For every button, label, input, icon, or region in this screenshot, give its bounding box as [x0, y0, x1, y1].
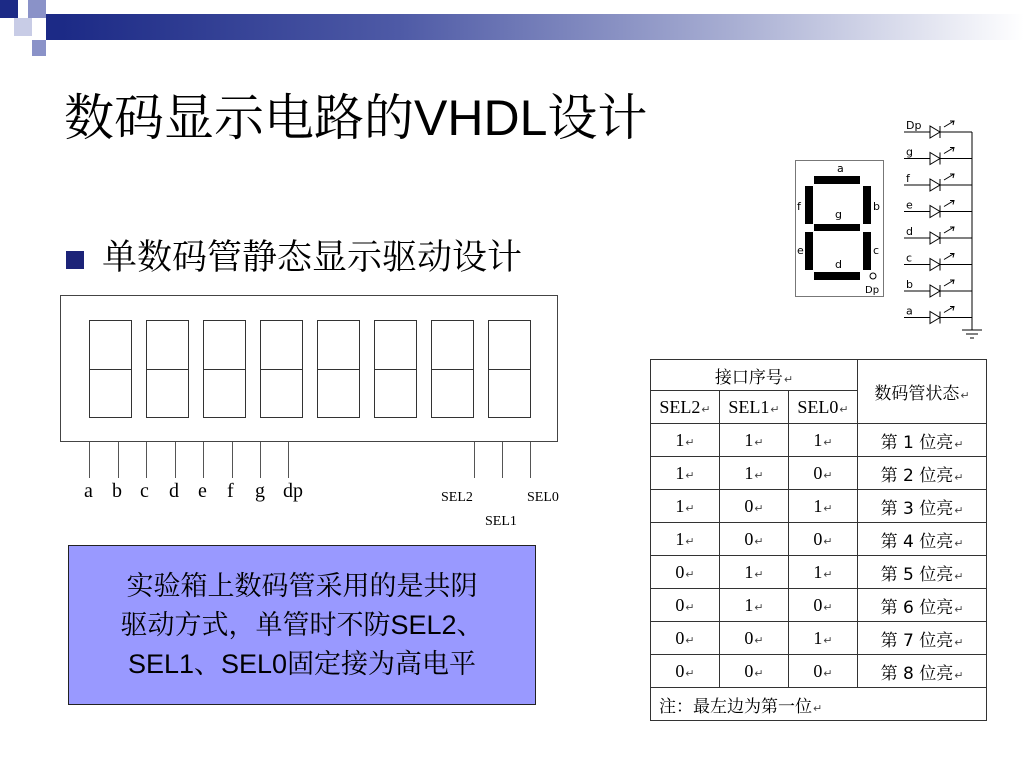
table-cell-sel2 — [651, 490, 720, 523]
note-text: SEL1 — [127, 649, 194, 679]
table-cell-sel1 — [720, 457, 789, 490]
segment-c — [863, 232, 871, 270]
segment-d — [814, 272, 860, 280]
cell-value: 0 — [744, 495, 754, 516]
digit-cell-2 — [146, 320, 189, 418]
digit-divider — [489, 369, 530, 370]
diode-icon — [930, 259, 940, 271]
table-cell-sel2 — [651, 424, 720, 457]
pin-label-dp: dp — [283, 480, 303, 502]
display-panel — [60, 295, 558, 442]
cell-value: 第 3 位亮 — [880, 498, 954, 519]
led-row — [904, 305, 972, 324]
table-cell-sel0 — [789, 523, 858, 556]
diode-icon — [930, 179, 940, 191]
diode-icon — [930, 312, 940, 324]
return-mark: ↵ — [823, 502, 833, 515]
footnote-cell — [651, 688, 987, 721]
table-cell-state — [858, 490, 987, 523]
col-header — [651, 391, 720, 424]
table-cell-sel2 — [651, 523, 720, 556]
digit-divider — [147, 369, 188, 370]
title-cjk: 数码显示电路的 — [64, 89, 414, 147]
return-mark: ↵ — [754, 469, 764, 482]
return-mark: ↵ — [823, 568, 833, 581]
cell-value: 1 — [813, 627, 823, 648]
cell-value: 1 — [744, 561, 754, 582]
return-mark: ↵ — [754, 667, 764, 680]
cell-value: 1 — [813, 561, 823, 582]
note-text: SEL0 — [221, 649, 288, 679]
table-header-row — [651, 360, 987, 391]
cell-value: 1 — [744, 462, 754, 483]
col-sel2: SEL2 — [659, 396, 701, 417]
digit-cell-3 — [203, 320, 246, 418]
subtitle: 单数码管静态显示驱动设计 — [102, 238, 523, 278]
title-latin: VHDL — [414, 90, 548, 146]
note-text: 驱动方式，单管时不防 — [120, 610, 391, 641]
pin-line — [530, 442, 531, 478]
return-mark: ↵ — [823, 469, 833, 482]
cell-value: 第 7 位亮 — [880, 630, 954, 651]
cell-value: 1 — [744, 429, 754, 450]
seg-label-g: g — [835, 208, 842, 221]
return-mark: ↵ — [754, 436, 764, 449]
diode-icon — [930, 206, 940, 218]
table-row — [651, 556, 987, 589]
cell-value: 0 — [675, 660, 685, 681]
return-mark: ↵ — [954, 437, 964, 451]
segment-a — [814, 176, 860, 184]
cell-value: 0 — [813, 528, 823, 549]
deco-square — [32, 40, 46, 56]
return-mark: ↵ — [954, 536, 964, 550]
table-cell-sel0 — [789, 556, 858, 589]
table-cell-sel0 — [789, 622, 858, 655]
table-cell-sel1 — [720, 556, 789, 589]
return-mark: ↵ — [813, 701, 823, 715]
return-mark: ↵ — [685, 469, 695, 482]
table-cell-sel1 — [720, 523, 789, 556]
return-mark: ↵ — [685, 502, 695, 515]
cell-value: 第 6 位亮 — [880, 597, 954, 618]
pin-line — [288, 442, 289, 478]
col-header — [789, 391, 858, 424]
return-mark: ↵ — [954, 668, 964, 682]
deco-square — [46, 14, 64, 40]
table-cell-sel1 — [720, 655, 789, 688]
table-cell-sel0 — [789, 655, 858, 688]
light-arrow-icon — [944, 121, 954, 127]
return-mark: ↵ — [954, 569, 964, 583]
table-cell-state — [858, 655, 987, 688]
return-mark: ↵ — [770, 403, 780, 416]
gradient-title-bar — [62, 14, 1024, 40]
light-arrow-icon — [944, 148, 954, 154]
cell-value: 0 — [813, 462, 823, 483]
segment-f — [805, 186, 813, 224]
return-mark: ↵ — [783, 372, 794, 386]
seg-label-c: c — [873, 244, 880, 257]
table-body — [651, 424, 987, 688]
light-arrow-icon — [944, 227, 954, 233]
table-cell-state — [858, 622, 987, 655]
return-mark: ↵ — [685, 568, 695, 581]
digit-cell-8 — [488, 320, 531, 418]
light-arrow-icon — [944, 174, 954, 180]
deco-square — [28, 0, 46, 18]
bullet-square-icon — [66, 251, 84, 269]
table-cell-sel0 — [789, 589, 858, 622]
led-label: b — [906, 278, 913, 291]
sel1-label: SEL1 — [485, 514, 517, 529]
seg-label-d: d — [835, 258, 842, 271]
led-wiring-diagram — [900, 110, 990, 346]
col-sel1: SEL1 — [728, 396, 770, 417]
col-sel0: SEL0 — [797, 396, 839, 417]
cell-value: 0 — [813, 660, 823, 681]
cell-value: 0 — [813, 594, 823, 615]
table-cell-state — [858, 424, 987, 457]
table-cell-sel2 — [651, 589, 720, 622]
table-cell-sel1 — [720, 424, 789, 457]
table-footer-row — [651, 688, 987, 721]
cell-value: 第 1 位亮 — [880, 432, 954, 453]
cell-value: 0 — [744, 528, 754, 549]
table-cell-state — [858, 556, 987, 589]
pin-line — [89, 442, 90, 478]
table-cell-sel0 — [789, 490, 858, 523]
return-mark: ↵ — [823, 436, 833, 449]
pin-label-c: c — [140, 480, 149, 502]
segment-e — [805, 232, 813, 270]
seg-label-e: e — [797, 244, 804, 257]
light-arrow-icon — [944, 307, 954, 313]
led-row — [904, 278, 972, 297]
diode-icon — [930, 153, 940, 165]
led-label: f — [906, 172, 910, 185]
return-mark: ↵ — [839, 403, 849, 416]
digit-divider — [204, 369, 245, 370]
return-mark: ↵ — [685, 634, 695, 647]
table-cell-sel2 — [651, 457, 720, 490]
table-cell-state — [858, 523, 987, 556]
header-group-cell — [651, 360, 858, 391]
table-cell-sel2 — [651, 622, 720, 655]
digit-cell-1 — [89, 320, 132, 418]
pin-line — [146, 442, 147, 478]
sel2-label: SEL2 — [441, 490, 473, 505]
table-row — [651, 589, 987, 622]
cell-value: 0 — [744, 660, 754, 681]
return-mark: ↵ — [685, 667, 695, 680]
digit-cell-4 — [260, 320, 303, 418]
led-row — [904, 146, 972, 165]
table-cell-sel1 — [720, 490, 789, 523]
cell-value: 1 — [744, 594, 754, 615]
note-line-1: 实验箱上数码管采用的是共阴 — [126, 571, 478, 602]
led-label: Dp — [906, 119, 922, 132]
digit-divider — [432, 369, 473, 370]
return-mark: ↵ — [823, 601, 833, 614]
cell-value: 0 — [675, 627, 685, 648]
note-text: 、 — [194, 649, 221, 680]
return-mark: ↵ — [685, 601, 695, 614]
table-row — [651, 424, 987, 457]
table-cell-sel1 — [720, 589, 789, 622]
diode-icon — [930, 126, 940, 138]
table-cell-sel1 — [720, 622, 789, 655]
segment-g — [814, 224, 860, 231]
title-suffix: 设计 — [547, 89, 648, 147]
return-mark: ↵ — [960, 389, 970, 402]
diode-icon — [930, 285, 940, 297]
led-label: e — [906, 198, 913, 212]
table-row — [651, 523, 987, 556]
cell-value: 0 — [675, 594, 685, 615]
deco-square — [0, 0, 18, 18]
return-mark: ↵ — [754, 601, 764, 614]
seg-label-b: b — [873, 200, 880, 213]
table-cell-sel2 — [651, 655, 720, 688]
table-row — [651, 622, 987, 655]
table-row — [651, 490, 987, 523]
return-mark: ↵ — [754, 535, 764, 548]
cell-value: 1 — [813, 495, 823, 516]
table-row — [651, 457, 987, 490]
header-state-cell — [858, 360, 987, 424]
cell-value: 第 8 位亮 — [880, 663, 954, 684]
return-mark: ↵ — [754, 502, 764, 515]
digit-divider — [261, 369, 302, 370]
return-mark: ↵ — [954, 635, 964, 649]
pin-label-a: a — [84, 480, 93, 502]
pin-label-d: d — [169, 480, 179, 502]
pin-line — [203, 442, 204, 478]
return-mark: ↵ — [685, 535, 695, 548]
cell-value: 1 — [675, 528, 685, 549]
table-cell-sel0 — [789, 424, 858, 457]
digit-cell-7 — [431, 320, 474, 418]
led-label: g — [906, 145, 913, 159]
pin-line — [118, 442, 119, 478]
table-cell-state — [858, 457, 987, 490]
led-row — [904, 252, 972, 271]
cell-value: 第 4 位亮 — [880, 531, 954, 552]
note-line-2 — [69, 606, 535, 645]
table-cell-sel2 — [651, 556, 720, 589]
light-arrow-icon — [944, 201, 954, 207]
led-row — [904, 119, 972, 138]
led-label: a — [906, 304, 913, 318]
return-mark: ↵ — [954, 470, 964, 484]
cell-value: 0 — [675, 561, 685, 582]
table-cell-state — [858, 589, 987, 622]
digit-divider — [318, 369, 359, 370]
return-mark: ↵ — [754, 568, 764, 581]
light-arrow-icon — [944, 280, 954, 286]
deco-square — [14, 18, 32, 36]
pin-label-f: f — [227, 480, 234, 502]
return-mark: ↵ — [823, 667, 833, 680]
note-text: SEL2 — [390, 610, 457, 640]
cell-value: 第 5 位亮 — [880, 564, 954, 585]
return-mark: ↵ — [754, 634, 764, 647]
return-mark: ↵ — [823, 634, 833, 647]
digit-divider — [90, 369, 131, 370]
return-mark: ↵ — [685, 436, 695, 449]
led-row — [904, 172, 972, 191]
led-row — [904, 225, 972, 244]
note-text: 固定接为高电平 — [287, 649, 477, 680]
return-mark: ↵ — [823, 535, 833, 548]
segment-b — [863, 186, 871, 224]
footnote: 注：最左边为第一位 — [659, 696, 812, 717]
header-state: 数码管状态 — [874, 384, 960, 404]
header-decoration — [0, 0, 1024, 60]
pin-line — [474, 442, 475, 478]
return-mark: ↵ — [954, 503, 964, 517]
seg-label-f: f — [797, 200, 801, 213]
digit-cell-6 — [374, 320, 417, 418]
col-header — [720, 391, 789, 424]
pin-label-e: e — [198, 480, 207, 502]
seg-label-dp: Dp — [865, 285, 880, 296]
cell-value: 1 — [675, 462, 685, 483]
table-row — [651, 655, 987, 688]
cell-value: 1 — [675, 495, 685, 516]
pin-label-b: b — [112, 480, 122, 502]
pin-line — [260, 442, 261, 478]
diode-icon — [930, 232, 940, 244]
digit-cell-5 — [317, 320, 360, 418]
header-group: 接口序号 — [714, 367, 783, 388]
seven-segment-diagram — [795, 160, 885, 300]
pin-line — [502, 442, 503, 478]
led-label: c — [906, 251, 913, 265]
sel0-label: SEL0 — [527, 490, 559, 505]
sel-state-table — [650, 359, 987, 721]
digit-divider — [375, 369, 416, 370]
note-text: 、 — [456, 610, 484, 641]
pin-line — [232, 442, 233, 478]
return-mark: ↵ — [954, 602, 964, 616]
cell-value: 1 — [675, 429, 685, 450]
table-cell-sel0 — [789, 457, 858, 490]
page-title — [64, 88, 647, 148]
pin-label-g: g — [255, 480, 265, 502]
cell-value: 0 — [744, 627, 754, 648]
note-line-3 — [69, 645, 535, 684]
led-label: d — [906, 225, 913, 238]
led-row — [904, 199, 972, 218]
light-arrow-icon — [944, 254, 954, 260]
return-mark: ↵ — [701, 403, 711, 416]
seg-label-a: a — [837, 162, 844, 175]
cell-value: 1 — [813, 429, 823, 450]
cell-value: 第 2 位亮 — [880, 465, 954, 486]
pin-line — [175, 442, 176, 478]
note-box — [68, 545, 536, 705]
